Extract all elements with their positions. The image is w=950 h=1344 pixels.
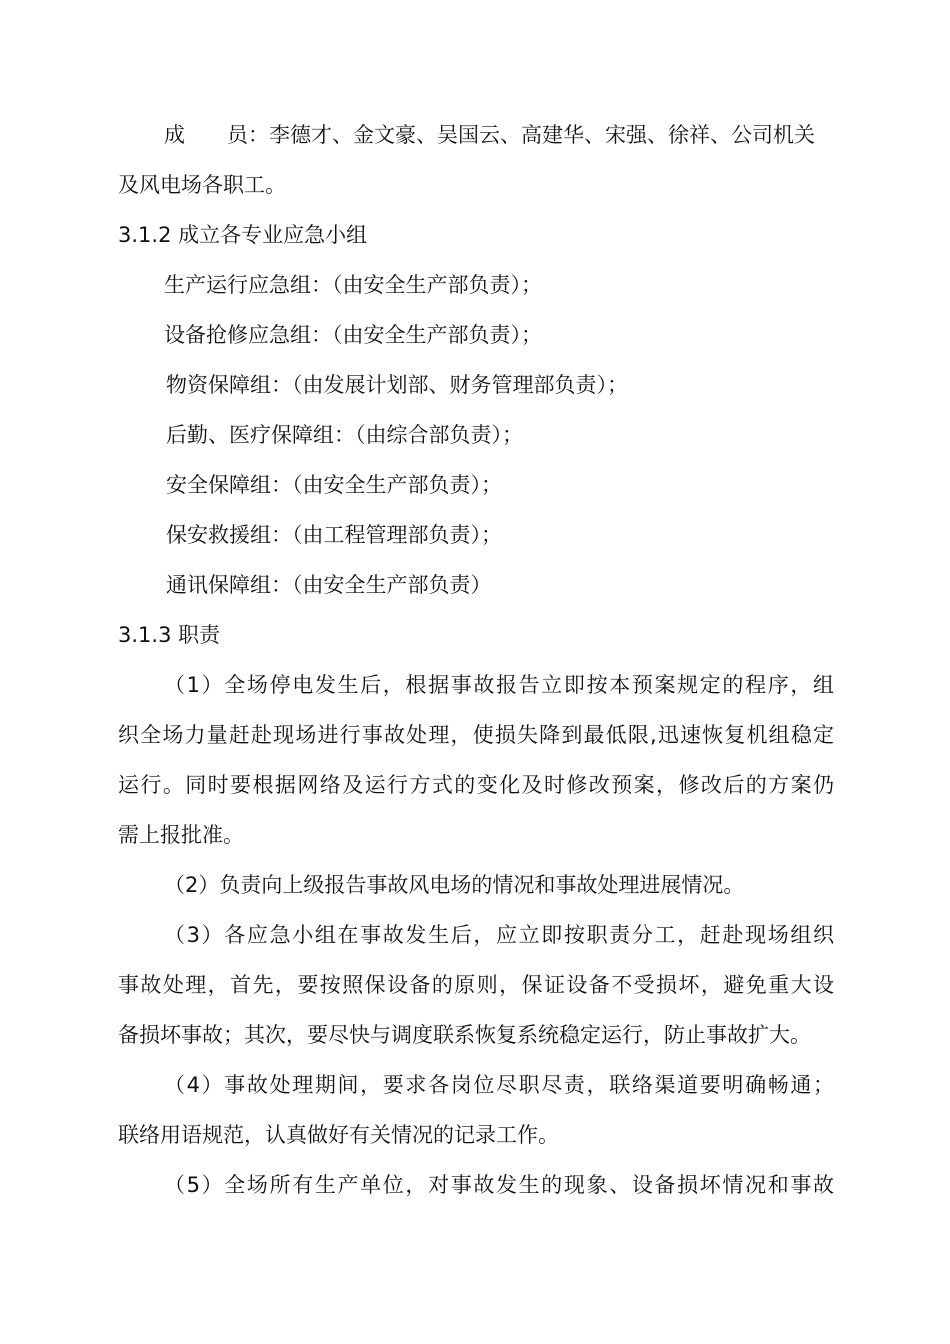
paragraph-line: 需上报批准。 bbox=[118, 823, 244, 847]
duty-item-2 bbox=[118, 860, 834, 910]
paragraph-line: （3）各应急小组在事故发生后，应立即按职责分工，赶赴现场组织 bbox=[164, 923, 834, 947]
section-313-heading: 3.1.3 职责 bbox=[118, 623, 221, 647]
members-line-2: 及风电场各职工。 bbox=[118, 173, 286, 197]
paragraph-line: 织全场力量赶赴现场进行事故处理，使损失降到最低限,迅速恢复机组稳定 bbox=[118, 723, 834, 747]
paragraph-line: （2）负责向上级报告事故风电场的情况和事故处理进展情况。 bbox=[164, 873, 745, 897]
paragraph-line: 事故处理，首先，要按照保设备的原则，保证设备不受损坏，避免重大设 bbox=[118, 973, 834, 997]
duty-item-5 bbox=[118, 1160, 834, 1210]
group-item: 生产运行应急组：（由安全生产部负责）； bbox=[164, 273, 542, 297]
group-item: 物资保障组：（由发展计划部、财务管理部负责）； bbox=[166, 373, 628, 397]
group-item: 设备抢修应急组：（由安全生产部负责）； bbox=[164, 323, 542, 347]
section-312-heading: 3.1.2 成立各专业应急小组 bbox=[118, 223, 368, 247]
group-item: 后勤、医疗保障组：（由综合部负责）； bbox=[166, 423, 523, 447]
paragraph-line: 备损坏事故；其次，要尽快与调度联系恢复系统稳定运行，防止事故扩大。 bbox=[118, 1023, 811, 1047]
paragraph-line: （1）全场停电发生后，根据事故报告立即按本预案规定的程序，组 bbox=[164, 673, 834, 697]
paragraph-line: 运行。同时要根据网络及运行方式的变化及时修改预案，修改后的方案仍 bbox=[118, 773, 834, 797]
duty-item-4 bbox=[118, 1060, 834, 1160]
group-item: 通讯保障组：（由安全生产部负责） bbox=[166, 573, 492, 597]
duty-item-1 bbox=[118, 660, 834, 860]
members-label-right: 员：李德才、金文豪、吴国云、高建华、宋强、徐祥、公司机关 bbox=[227, 123, 815, 147]
group-item: 安全保障组：（由安全生产部负责）； bbox=[166, 473, 502, 497]
paragraph-line: （4）事故处理期间，要求各岗位尽职尽责，联络渠道要明确畅通； bbox=[164, 1073, 834, 1097]
paragraph-line: 联络用语规范，认真做好有关情况的记录工作。 bbox=[118, 1123, 559, 1147]
group-item: 保安救援组：（由工程管理部负责）； bbox=[166, 523, 502, 547]
members-label-left: 成 bbox=[164, 123, 185, 147]
members-line-1 bbox=[118, 110, 834, 160]
duty-item-3 bbox=[118, 910, 834, 1060]
document-body bbox=[118, 110, 834, 1210]
paragraph-line: （5）全场所有生产单位，对事故发生的现象、设备损坏情况和事故 bbox=[164, 1173, 834, 1197]
